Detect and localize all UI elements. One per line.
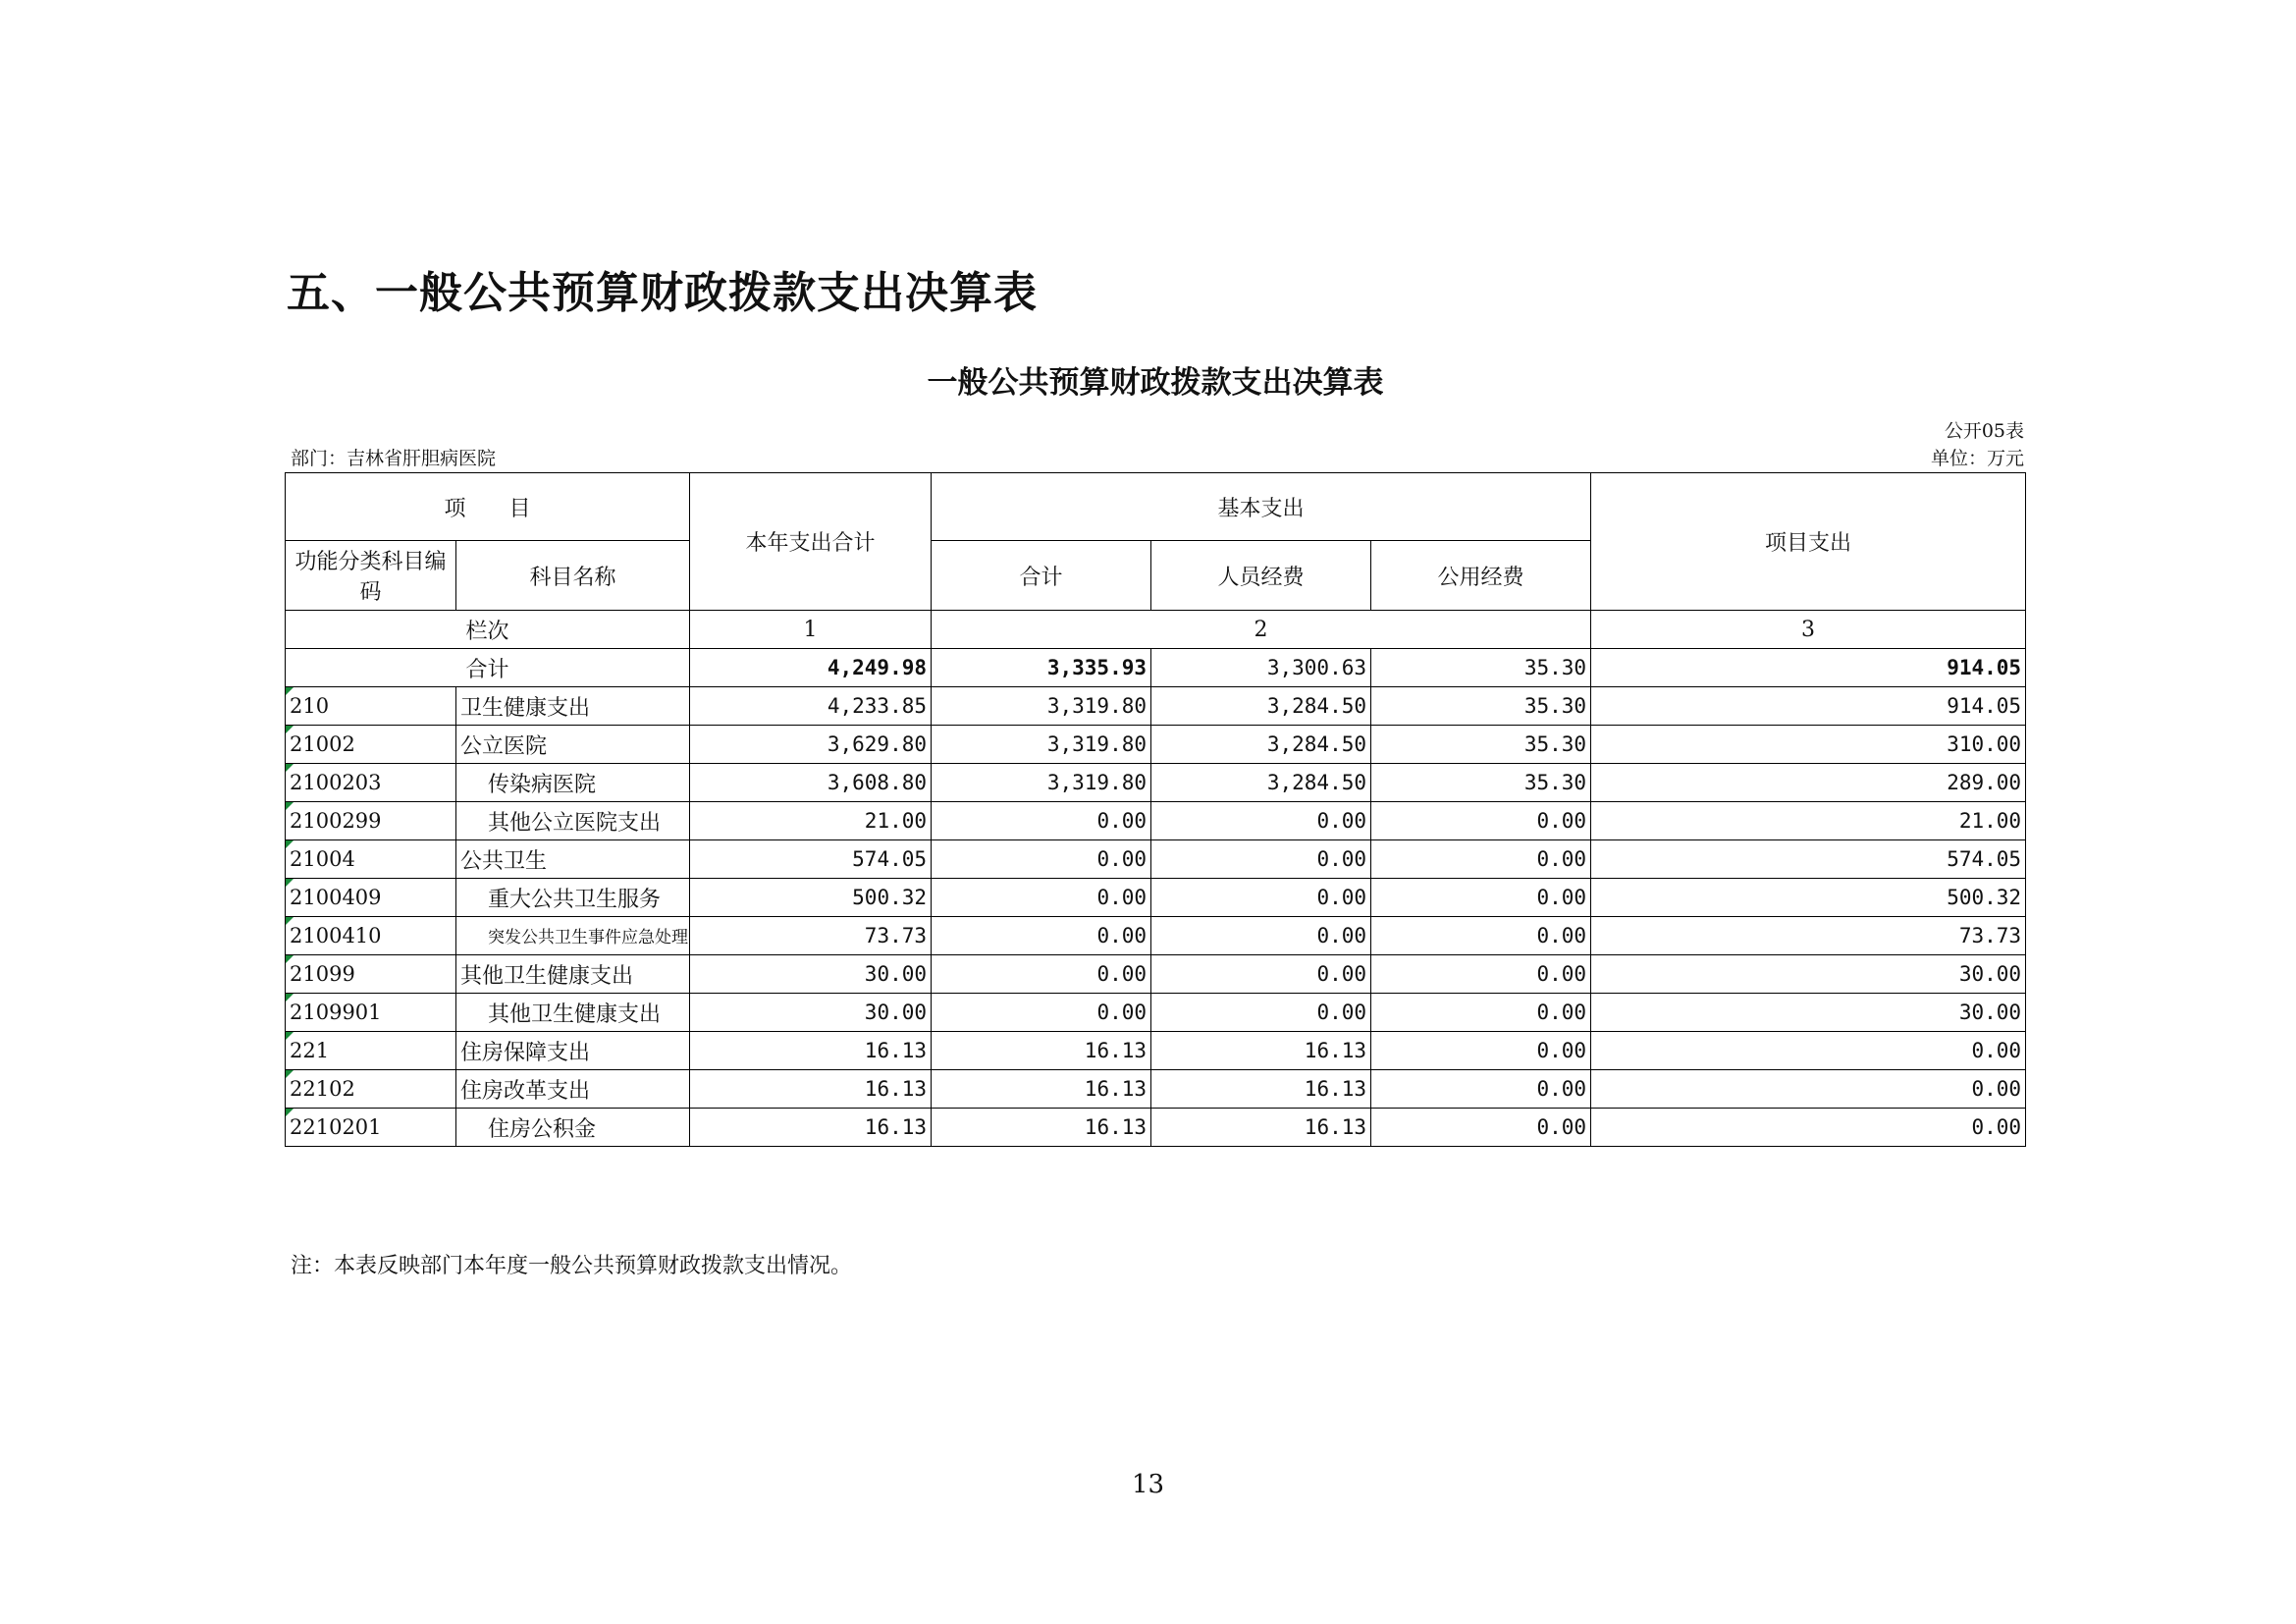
total-year-total: 4,249.98 <box>690 649 932 687</box>
row-year-total: 73.73 <box>690 917 932 955</box>
row-public: 0.00 <box>1371 1032 1591 1070</box>
row-name-text: 突发公共卫生事件应急处理 <box>488 928 688 947</box>
column-index-2: 2 <box>932 611 1591 649</box>
row-personnel: 0.00 <box>1151 917 1371 955</box>
column-index-3: 3 <box>1591 611 2026 649</box>
department-label: 部门：吉林省肝胆病医院 <box>291 448 497 469</box>
row-code: 21099 <box>286 955 456 994</box>
table-row <box>286 764 2026 802</box>
row-code: 2109901 <box>286 994 456 1032</box>
row-personnel: 16.13 <box>1151 1032 1371 1070</box>
header-personnel: 人员经费 <box>1151 541 1371 611</box>
table-row <box>286 840 2026 879</box>
table-row <box>286 1109 2026 1147</box>
row-name <box>456 917 690 955</box>
row-name <box>456 994 690 1032</box>
header-public: 公用经费 <box>1371 541 1591 611</box>
form-code: 公开05表 <box>1944 420 2024 442</box>
row-public: 0.00 <box>1371 1109 1591 1147</box>
row-project: 500.32 <box>1591 879 2026 917</box>
row-public: 35.30 <box>1371 726 1591 764</box>
table-row <box>286 1070 2026 1109</box>
row-personnel: 16.13 <box>1151 1109 1371 1147</box>
header-basic-total: 合计 <box>932 541 1151 611</box>
header-year-total: 本年支出合计 <box>690 473 932 611</box>
column-index-label: 栏次 <box>286 611 690 649</box>
table-row <box>286 955 2026 994</box>
row-year-total: 16.13 <box>690 1109 932 1147</box>
row-year-total: 16.13 <box>690 1070 932 1109</box>
row-project: 289.00 <box>1591 764 2026 802</box>
page-heading: 五、一般公共预算财政拨款支出决算表 <box>287 268 1038 318</box>
row-project: 310.00 <box>1591 726 2026 764</box>
row-basic-total: 0.00 <box>932 955 1151 994</box>
row-basic-total: 16.13 <box>932 1109 1151 1147</box>
row-year-total: 30.00 <box>690 955 932 994</box>
row-code: 2100410 <box>286 917 456 955</box>
table-row <box>286 1032 2026 1070</box>
row-personnel: 0.00 <box>1151 879 1371 917</box>
row-public: 0.00 <box>1371 1070 1591 1109</box>
row-basic-total: 16.13 <box>932 1032 1151 1070</box>
row-project: 0.00 <box>1591 1070 2026 1109</box>
row-public: 0.00 <box>1371 955 1591 994</box>
header-func-code: 功能分类科目编码 <box>286 541 456 611</box>
total-label: 合计 <box>286 649 690 687</box>
row-name: 其他卫生健康支出 <box>456 955 690 994</box>
row-name: 公共卫生 <box>456 840 690 879</box>
header-item: 项 目 <box>286 473 690 541</box>
row-year-total: 16.13 <box>690 1032 932 1070</box>
row-basic-total: 16.13 <box>932 1070 1151 1109</box>
row-public: 0.00 <box>1371 879 1591 917</box>
expenditure-table <box>285 472 2026 1147</box>
row-name <box>456 802 690 840</box>
row-year-total: 3,608.80 <box>690 764 932 802</box>
row-name <box>456 879 690 917</box>
row-year-total: 500.32 <box>690 879 932 917</box>
row-name: 公立医院 <box>456 726 690 764</box>
row-year-total: 4,233.85 <box>690 687 932 726</box>
header-project: 项目支出 <box>1591 473 2026 611</box>
table-row <box>286 687 2026 726</box>
row-public: 35.30 <box>1371 764 1591 802</box>
page-number: 13 <box>1131 1470 1165 1499</box>
header-basic: 基本支出 <box>932 473 1591 541</box>
row-name-text: 其他卫生健康支出 <box>488 1001 662 1027</box>
row-personnel: 16.13 <box>1151 1070 1371 1109</box>
row-name: 住房保障支出 <box>456 1032 690 1070</box>
row-basic-total: 0.00 <box>932 840 1151 879</box>
row-name <box>456 764 690 802</box>
row-project: 21.00 <box>1591 802 2026 840</box>
header-subject-name: 科目名称 <box>456 541 690 611</box>
row-code: 2100299 <box>286 802 456 840</box>
row-code: 22102 <box>286 1070 456 1109</box>
total-row <box>286 649 2026 687</box>
row-project: 574.05 <box>1591 840 2026 879</box>
row-name <box>456 1109 690 1147</box>
row-basic-total: 3,319.80 <box>932 687 1151 726</box>
table-row <box>286 879 2026 917</box>
row-code: 2210201 <box>286 1109 456 1147</box>
row-basic-total: 0.00 <box>932 879 1151 917</box>
row-code: 221 <box>286 1032 456 1070</box>
row-public: 35.30 <box>1371 687 1591 726</box>
row-name-text: 重大公共卫生服务 <box>488 887 662 912</box>
row-year-total: 21.00 <box>690 802 932 840</box>
row-basic-total: 3,319.80 <box>932 726 1151 764</box>
row-name-text: 传染病医院 <box>488 772 597 797</box>
row-personnel: 0.00 <box>1151 994 1371 1032</box>
table-title: 一般公共预算财政拨款支出决算表 <box>927 365 1384 401</box>
unit-label: 单位：万元 <box>1930 448 2024 469</box>
table-row <box>286 994 2026 1032</box>
table-row <box>286 802 2026 840</box>
row-personnel: 3,284.50 <box>1151 687 1371 726</box>
row-personnel: 0.00 <box>1151 802 1371 840</box>
row-code: 210 <box>286 687 456 726</box>
row-basic-total: 3,319.80 <box>932 764 1151 802</box>
row-public: 0.00 <box>1371 917 1591 955</box>
total-personnel: 3,300.63 <box>1151 649 1371 687</box>
row-basic-total: 0.00 <box>932 994 1151 1032</box>
row-personnel: 3,284.50 <box>1151 764 1371 802</box>
row-year-total: 574.05 <box>690 840 932 879</box>
row-name-text: 住房公积金 <box>488 1116 597 1142</box>
footnote: 注：本表反映部门本年度一般公共预算财政拨款支出情况。 <box>291 1254 853 1278</box>
row-personnel: 3,284.50 <box>1151 726 1371 764</box>
column-index-row <box>286 611 2026 649</box>
row-project: 0.00 <box>1591 1109 2026 1147</box>
row-year-total: 3,629.80 <box>690 726 932 764</box>
row-public: 0.00 <box>1371 802 1591 840</box>
table-row <box>286 726 2026 764</box>
row-project: 73.73 <box>1591 917 2026 955</box>
total-project: 914.05 <box>1591 649 2026 687</box>
total-public: 35.30 <box>1371 649 1591 687</box>
row-personnel: 0.00 <box>1151 955 1371 994</box>
row-public: 0.00 <box>1371 994 1591 1032</box>
row-code: 2100203 <box>286 764 456 802</box>
row-name: 住房改革支出 <box>456 1070 690 1109</box>
row-code: 2100409 <box>286 879 456 917</box>
row-code: 21004 <box>286 840 456 879</box>
row-code: 21002 <box>286 726 456 764</box>
row-project: 30.00 <box>1591 994 2026 1032</box>
row-year-total: 30.00 <box>690 994 932 1032</box>
column-index-1: 1 <box>690 611 932 649</box>
row-name-text: 其他公立医院支出 <box>488 810 662 836</box>
row-project: 914.05 <box>1591 687 2026 726</box>
row-basic-total: 0.00 <box>932 802 1151 840</box>
table-row <box>286 917 2026 955</box>
row-personnel: 0.00 <box>1151 840 1371 879</box>
row-basic-total: 0.00 <box>932 917 1151 955</box>
row-project: 30.00 <box>1591 955 2026 994</box>
row-name: 卫生健康支出 <box>456 687 690 726</box>
row-public: 0.00 <box>1371 840 1591 879</box>
row-project: 0.00 <box>1591 1032 2026 1070</box>
header-row <box>286 473 2026 541</box>
total-basic-total: 3,335.93 <box>932 649 1151 687</box>
